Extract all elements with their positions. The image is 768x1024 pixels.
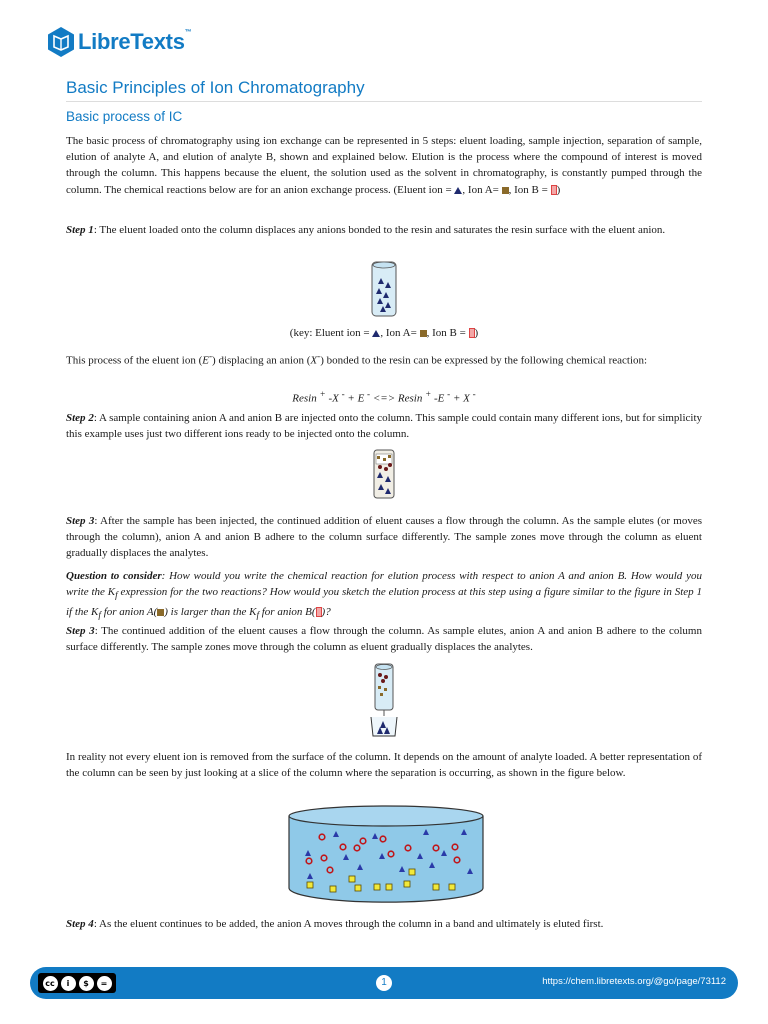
step4-paragraph: Step 4: As the eluent continues to be added, the anion A moves through the column in a band and ultimately is eluted first. (66, 918, 604, 930)
step3a-paragraph: Step 3: After the sample has been injected, the continued addition of eluent causes a flow through the column. As the sample elutes (or moves through the column), anion A and anion B adhere to the column surface differently. The sample zones move through the column as eluent gradually displaces the analytes. (66, 515, 702, 560)
page-url-link[interactable]: https://chem.libretexts.org/@go/page/73112 (542, 976, 726, 987)
step1-label: Step 1 (66, 224, 94, 236)
step3a-label: Step 3 (66, 515, 95, 527)
process-paragraph: This process of the eluent ion (E-) displacing an anion (X-) bonded to the resin can be expressed by the following chemical reaction: (66, 351, 648, 367)
step4-label: Step 4 (66, 918, 94, 930)
libretexts-logo-icon (47, 26, 75, 58)
column-eluent-figure (370, 260, 398, 318)
question-label: Question to consider (66, 570, 162, 582)
noncommercial-icon: $ (79, 976, 94, 991)
step3b-label: Step 3 (66, 625, 95, 637)
page-number: 1 (376, 975, 392, 991)
intro-paragraph: The basic process of chromatography using ion exchange can be represented in 5 steps: eluent loading, sample injection, separation of sample, elution of analyte A, and elution of analyte B, shown and explained below. Elution is the process where the compound of interest is moved through the column. This happens because the eluent, the solution used as the solvent in chromatography, is constantly pumped through the column. The chemical reactions below are for an anion exchange process. (Eluent ion = , Ion A= , Ion B = ) (66, 135, 702, 196)
reality-paragraph: In reality not every eluent ion is removed from the surface of the column. It depends on the amount of analyte loaded. A better representation of the column can be seen by just looking at a slice of the column where the separation is occurring, as shown in the figure below. (66, 751, 702, 780)
page-title: Basic Principles of Ion Chromatography (66, 78, 365, 97)
step1-paragraph: Step 1: The eluent loaded onto the column displaces any anions bonded to the resin and saturates the resin surface with the eluent anion. (66, 224, 666, 236)
libretexts-logo[interactable] (47, 26, 191, 58)
cc-license-badge[interactable] (38, 973, 116, 993)
question-paragraph: Question to consider: How would you write the chemical reaction for elution process with respect to anion A and anion B. How would you write the $K_f$ expression for the two reactions? How would you sketch the elution process at this step using a figure similar to the figure in Step 1 if the $K_f$ for anion A( ) is larger than the $K_f$ for anion B( )? (66, 570, 703, 620)
cc-icon: cc (43, 976, 58, 991)
logo-text: LibreTexts™ (78, 29, 192, 54)
ion-a-swatch (502, 187, 509, 194)
column-sample-figure (372, 448, 396, 500)
reaction-equation: Resin + -X - + E - <=> Resin + -E - + X - (292, 389, 476, 405)
figure-key: (key: Eluent ion = , Ion A= , Ion B = ) (289, 327, 479, 339)
step2-label: Step 2 (66, 412, 94, 424)
column-elution-figure (368, 662, 400, 738)
step3b-paragraph: Step 3: The continued addition of the eluent causes a flow through the column. As sample elutes, anion A and anion B adhere to the column surface differently. The sample zones move through the column as eluent gradually displaces the analytes. (66, 625, 702, 654)
page-footer (30, 967, 738, 999)
column-slice-figure (287, 804, 485, 906)
by-attribution-icon: i (61, 976, 76, 991)
title-divider (66, 101, 702, 102)
step2-paragraph: Step 2: A sample containing anion A and anion B are injected onto the column. This sample could contain many different ions, but for simplicity this example uses just two different ions ready to be injected onto the column. (66, 412, 702, 441)
section-heading: Basic process of IC (66, 109, 183, 124)
key-ion-a-swatch (420, 330, 427, 337)
no-derivatives-icon: = (97, 976, 112, 991)
